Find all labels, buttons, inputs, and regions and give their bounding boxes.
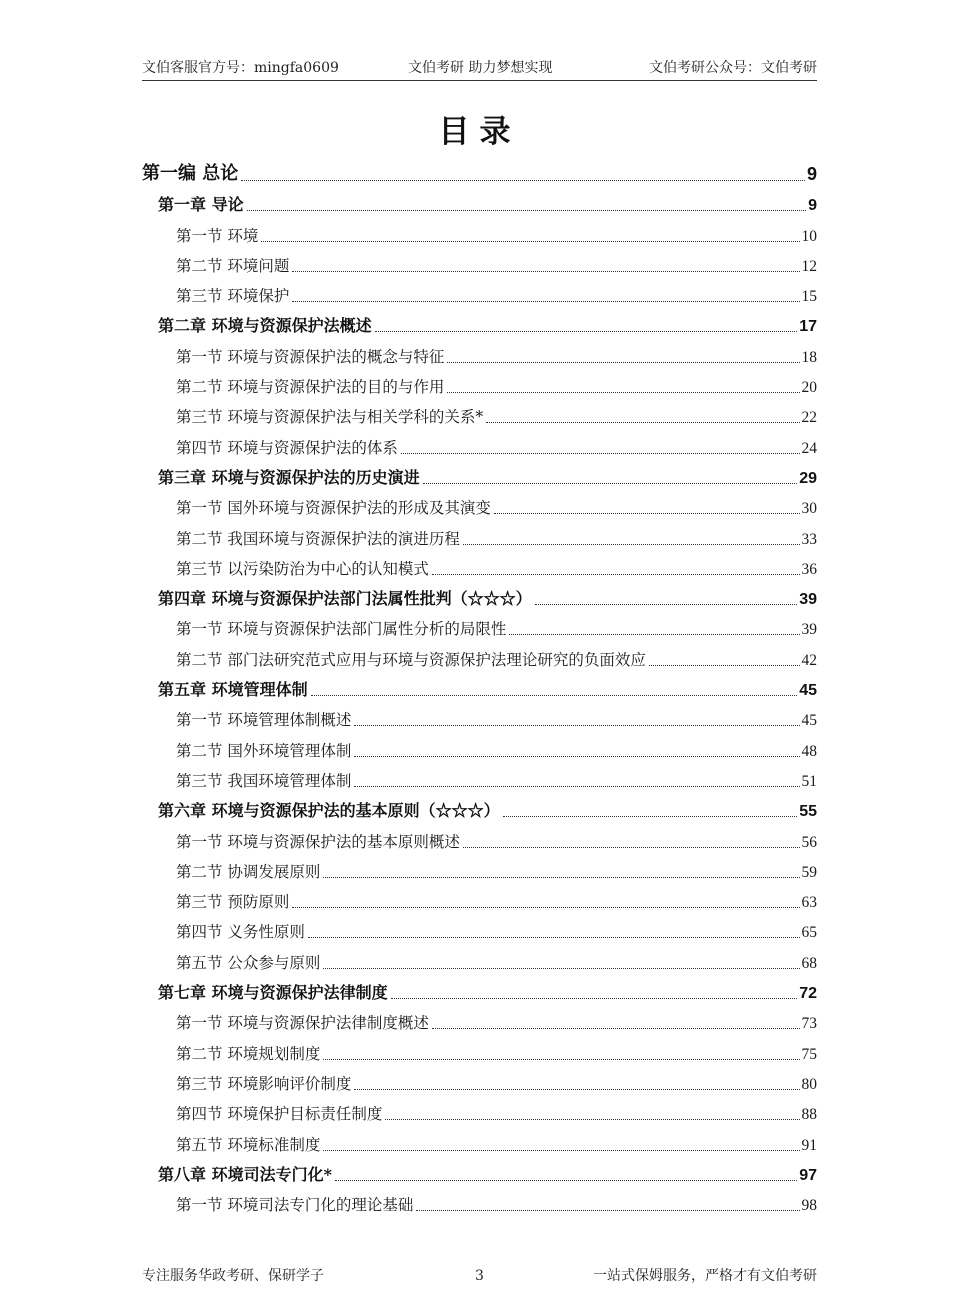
toc-entry-page-number: 39 bbox=[799, 591, 817, 609]
dot-leader bbox=[416, 1210, 799, 1211]
dot-leader bbox=[354, 725, 799, 726]
toc-entry-label: 第一节 环境与资源保护法的概念与特征 bbox=[176, 347, 445, 366]
toc-entry-section[interactable] bbox=[142, 250, 817, 280]
dot-leader bbox=[432, 574, 800, 575]
toc-entry-section[interactable] bbox=[142, 916, 817, 946]
toc-entry-label: 第二节 环境问题 bbox=[176, 256, 290, 275]
toc-entry-page-number: 39 bbox=[801, 621, 817, 639]
toc-entry-page-number: 18 bbox=[801, 348, 817, 366]
toc-entry-label: 第六章 环境与资源保护法的基本原则（☆☆☆） bbox=[158, 801, 500, 821]
header-right-text: 文伯考研公众号：文伯考研 bbox=[649, 60, 817, 76]
toc-entry-section[interactable] bbox=[142, 1098, 817, 1128]
toc-entry-section[interactable] bbox=[142, 886, 817, 916]
toc-entry-chapter[interactable] bbox=[142, 462, 817, 492]
dot-leader bbox=[463, 544, 800, 545]
toc-entry-page-number: 12 bbox=[801, 257, 817, 275]
toc-entry-page-number: 72 bbox=[799, 985, 817, 1003]
toc-entry-section[interactable] bbox=[142, 280, 817, 310]
dot-leader bbox=[292, 907, 799, 908]
toc-entry-label: 第五节 公众参与原则 bbox=[176, 953, 321, 972]
toc-entry-page-number: 48 bbox=[801, 742, 817, 760]
dot-leader bbox=[432, 1028, 800, 1029]
toc-entry-label: 第八章 环境司法专门化* bbox=[158, 1164, 332, 1184]
toc-entry-label: 第四节 义务性原则 bbox=[176, 923, 305, 942]
toc-entry-page-number: 98 bbox=[801, 1197, 817, 1215]
toc-entry-label: 第三节 以污染防治为中心的认知模式 bbox=[176, 559, 429, 578]
toc-entry-page-number: 45 bbox=[801, 712, 817, 730]
dot-leader bbox=[335, 1180, 797, 1181]
dot-leader bbox=[241, 180, 805, 181]
toc-entry-section[interactable] bbox=[142, 765, 817, 795]
toc-entry-page-number: 51 bbox=[801, 772, 817, 790]
toc-entry-label: 第三节 环境与资源保护法与相关学科的关系* bbox=[176, 408, 484, 427]
toc-entry-section[interactable] bbox=[142, 431, 817, 461]
toc-entry-page-number: 59 bbox=[801, 863, 817, 881]
toc-entry-label: 第一节 环境 bbox=[176, 226, 259, 245]
toc-entry-label: 第四节 环境保护目标责任制度 bbox=[176, 1105, 383, 1124]
toc-entry-label: 第一编 总论 bbox=[142, 163, 239, 184]
dot-leader bbox=[323, 968, 799, 969]
toc-entry-page-number: 33 bbox=[801, 530, 817, 548]
toc-entry-section[interactable] bbox=[142, 946, 817, 976]
toc-entry-section[interactable] bbox=[142, 643, 817, 673]
toc-entry-page-number: 24 bbox=[801, 439, 817, 457]
dot-leader bbox=[447, 362, 799, 363]
dot-leader bbox=[385, 1119, 799, 1120]
toc-entry-section[interactable] bbox=[142, 704, 817, 734]
toc-entry-chapter[interactable] bbox=[142, 977, 817, 1007]
toc-entry-label: 第二节 环境与资源保护法的目的与作用 bbox=[176, 378, 445, 397]
toc-entry-label: 第三节 环境保护 bbox=[176, 287, 290, 306]
page-number: 3 bbox=[475, 1268, 484, 1284]
toc-entry-label: 第三章 环境与资源保护法的历史演进 bbox=[158, 467, 420, 487]
toc-entry-label: 第七章 环境与资源保护法律制度 bbox=[158, 983, 388, 1003]
toc-entry-section[interactable] bbox=[142, 401, 817, 431]
toc-entry-label: 第四节 环境与资源保护法的体系 bbox=[176, 438, 398, 457]
toc-entry-page-number: 88 bbox=[801, 1106, 817, 1124]
toc-entry-chapter[interactable] bbox=[142, 795, 817, 825]
toc-entry-section[interactable] bbox=[142, 734, 817, 764]
toc-entry-label: 第二章 环境与资源保护法概述 bbox=[158, 316, 372, 336]
toc-entry-section[interactable] bbox=[142, 340, 817, 370]
toc-entry-section[interactable] bbox=[142, 492, 817, 522]
header-center-text: 文伯考研 助力梦想实现 bbox=[408, 60, 553, 76]
toc-entry-section[interactable] bbox=[142, 856, 817, 886]
dot-leader bbox=[292, 301, 799, 302]
toc-entry-label: 第一节 环境与资源保护法部门属性分析的局限性 bbox=[176, 620, 507, 639]
dot-leader bbox=[261, 241, 799, 242]
toc-entry-chapter[interactable] bbox=[142, 1159, 817, 1189]
toc-entry-part[interactable] bbox=[142, 158, 817, 189]
toc-entry-page-number: 91 bbox=[801, 1136, 817, 1154]
toc-entry-page-number: 9 bbox=[808, 197, 817, 215]
toc-entry-label: 第一节 国外环境与资源保护法的形成及其演变 bbox=[176, 499, 491, 518]
toc-entry-section[interactable] bbox=[142, 522, 817, 552]
toc-entry-label: 第一节 环境与资源保护法的基本原则概述 bbox=[176, 832, 460, 851]
dot-leader bbox=[423, 483, 798, 484]
toc-entry-page-number: 29 bbox=[799, 469, 817, 487]
toc-entry-page-number: 42 bbox=[801, 651, 817, 669]
toc-entry-section[interactable] bbox=[142, 1037, 817, 1067]
toc-entry-section[interactable] bbox=[142, 1189, 817, 1219]
toc-entry-page-number: 10 bbox=[801, 227, 817, 245]
toc-entry-label: 第三节 我国环境管理体制 bbox=[176, 771, 352, 790]
toc-entry-page-number: 63 bbox=[801, 894, 817, 912]
dot-leader bbox=[463, 847, 800, 848]
toc-entry-page-number: 65 bbox=[801, 924, 817, 942]
dot-leader bbox=[447, 392, 799, 393]
toc-entry-page-number: 45 bbox=[799, 682, 817, 700]
dot-leader bbox=[292, 271, 799, 272]
page-footer bbox=[142, 1266, 817, 1288]
toc-entry-page-number: 20 bbox=[801, 379, 817, 397]
dot-leader bbox=[354, 756, 799, 757]
toc-entry-page-number: 56 bbox=[801, 833, 817, 851]
toc-entry-page-number: 30 bbox=[801, 500, 817, 518]
dot-leader bbox=[323, 1059, 799, 1060]
dot-leader bbox=[649, 665, 800, 666]
toc-entry-page-number: 36 bbox=[801, 560, 817, 578]
toc-entry-label: 第一节 环境管理体制概述 bbox=[176, 711, 352, 730]
toc-entry-label: 第一节 环境司法专门化的理论基础 bbox=[176, 1196, 414, 1215]
dot-leader bbox=[354, 1089, 799, 1090]
toc-entry-chapter[interactable] bbox=[142, 189, 817, 219]
footer-right-text: 一站式保姆服务，严格才有文伯考研 bbox=[593, 1268, 817, 1284]
toc-entry-label: 第二节 协调发展原则 bbox=[176, 862, 321, 881]
dot-leader bbox=[509, 634, 799, 635]
toc-entry-label: 第三节 环境影响评价制度 bbox=[176, 1074, 352, 1093]
toc-entry-page-number: 9 bbox=[806, 164, 817, 184]
page-title: 目录 bbox=[438, 114, 521, 150]
page-header bbox=[142, 58, 817, 81]
toc-entry-label: 第一章 导论 bbox=[158, 195, 244, 215]
toc-entry-section[interactable] bbox=[142, 1068, 817, 1098]
toc-entry-page-number: 97 bbox=[799, 1166, 817, 1184]
toc-entry-section[interactable] bbox=[142, 371, 817, 401]
toc-entry-label: 第二节 环境规划制度 bbox=[176, 1044, 321, 1063]
toc-entry-page-number: 80 bbox=[801, 1075, 817, 1093]
toc-entry-label: 第五章 环境管理体制 bbox=[158, 680, 308, 700]
toc-entry-chapter[interactable] bbox=[142, 674, 817, 704]
toc-entry-section[interactable] bbox=[142, 613, 817, 643]
toc-entry-chapter[interactable] bbox=[142, 310, 817, 340]
toc-entry-page-number: 73 bbox=[801, 1015, 817, 1033]
dot-leader bbox=[354, 786, 799, 787]
toc-entry-label: 第二节 国外环境管理体制 bbox=[176, 741, 352, 760]
dot-leader bbox=[311, 695, 798, 696]
dot-leader bbox=[247, 210, 807, 211]
table-of-contents bbox=[142, 158, 817, 1219]
dot-leader bbox=[401, 453, 800, 454]
dot-leader bbox=[503, 816, 798, 817]
toc-entry-label: 第二节 我国环境与资源保护法的演进历程 bbox=[176, 529, 460, 548]
footer-left-text: 专注服务华政考研、保研学子 bbox=[142, 1268, 324, 1284]
toc-entry-label: 第四章 环境与资源保护法部门法属性批判（☆☆☆） bbox=[158, 589, 532, 609]
dot-leader bbox=[535, 604, 798, 605]
toc-entry-section[interactable] bbox=[142, 825, 817, 855]
toc-entry-section[interactable] bbox=[142, 1128, 817, 1158]
dot-leader bbox=[308, 937, 800, 938]
dot-leader bbox=[486, 422, 799, 423]
toc-entry-label: 第一节 环境与资源保护法律制度概述 bbox=[176, 1014, 429, 1033]
header-left-text: 文伯客服官方号：mingfa0609 bbox=[142, 60, 339, 76]
toc-entry-page-number: 15 bbox=[801, 288, 817, 306]
toc-entry-section[interactable] bbox=[142, 1007, 817, 1037]
dot-leader bbox=[323, 1150, 799, 1151]
dot-leader bbox=[494, 513, 800, 514]
toc-entry-page-number: 55 bbox=[799, 803, 817, 821]
toc-entry-page-number: 22 bbox=[801, 409, 817, 427]
toc-entry-page-number: 17 bbox=[799, 318, 817, 336]
dot-leader bbox=[391, 998, 798, 999]
toc-entry-page-number: 68 bbox=[801, 954, 817, 972]
dot-leader bbox=[375, 331, 798, 332]
toc-entry-section[interactable] bbox=[142, 219, 817, 249]
toc-entry-section[interactable] bbox=[142, 553, 817, 583]
toc-entry-label: 第五节 环境标准制度 bbox=[176, 1135, 321, 1154]
toc-entry-chapter[interactable] bbox=[142, 583, 817, 613]
toc-entry-page-number: 75 bbox=[801, 1045, 817, 1063]
dot-leader bbox=[323, 877, 799, 878]
toc-entry-label: 第二节 部门法研究范式应用与环境与资源保护法理论研究的负面效应 bbox=[176, 650, 646, 669]
toc-entry-label: 第三节 预防原则 bbox=[176, 893, 290, 912]
